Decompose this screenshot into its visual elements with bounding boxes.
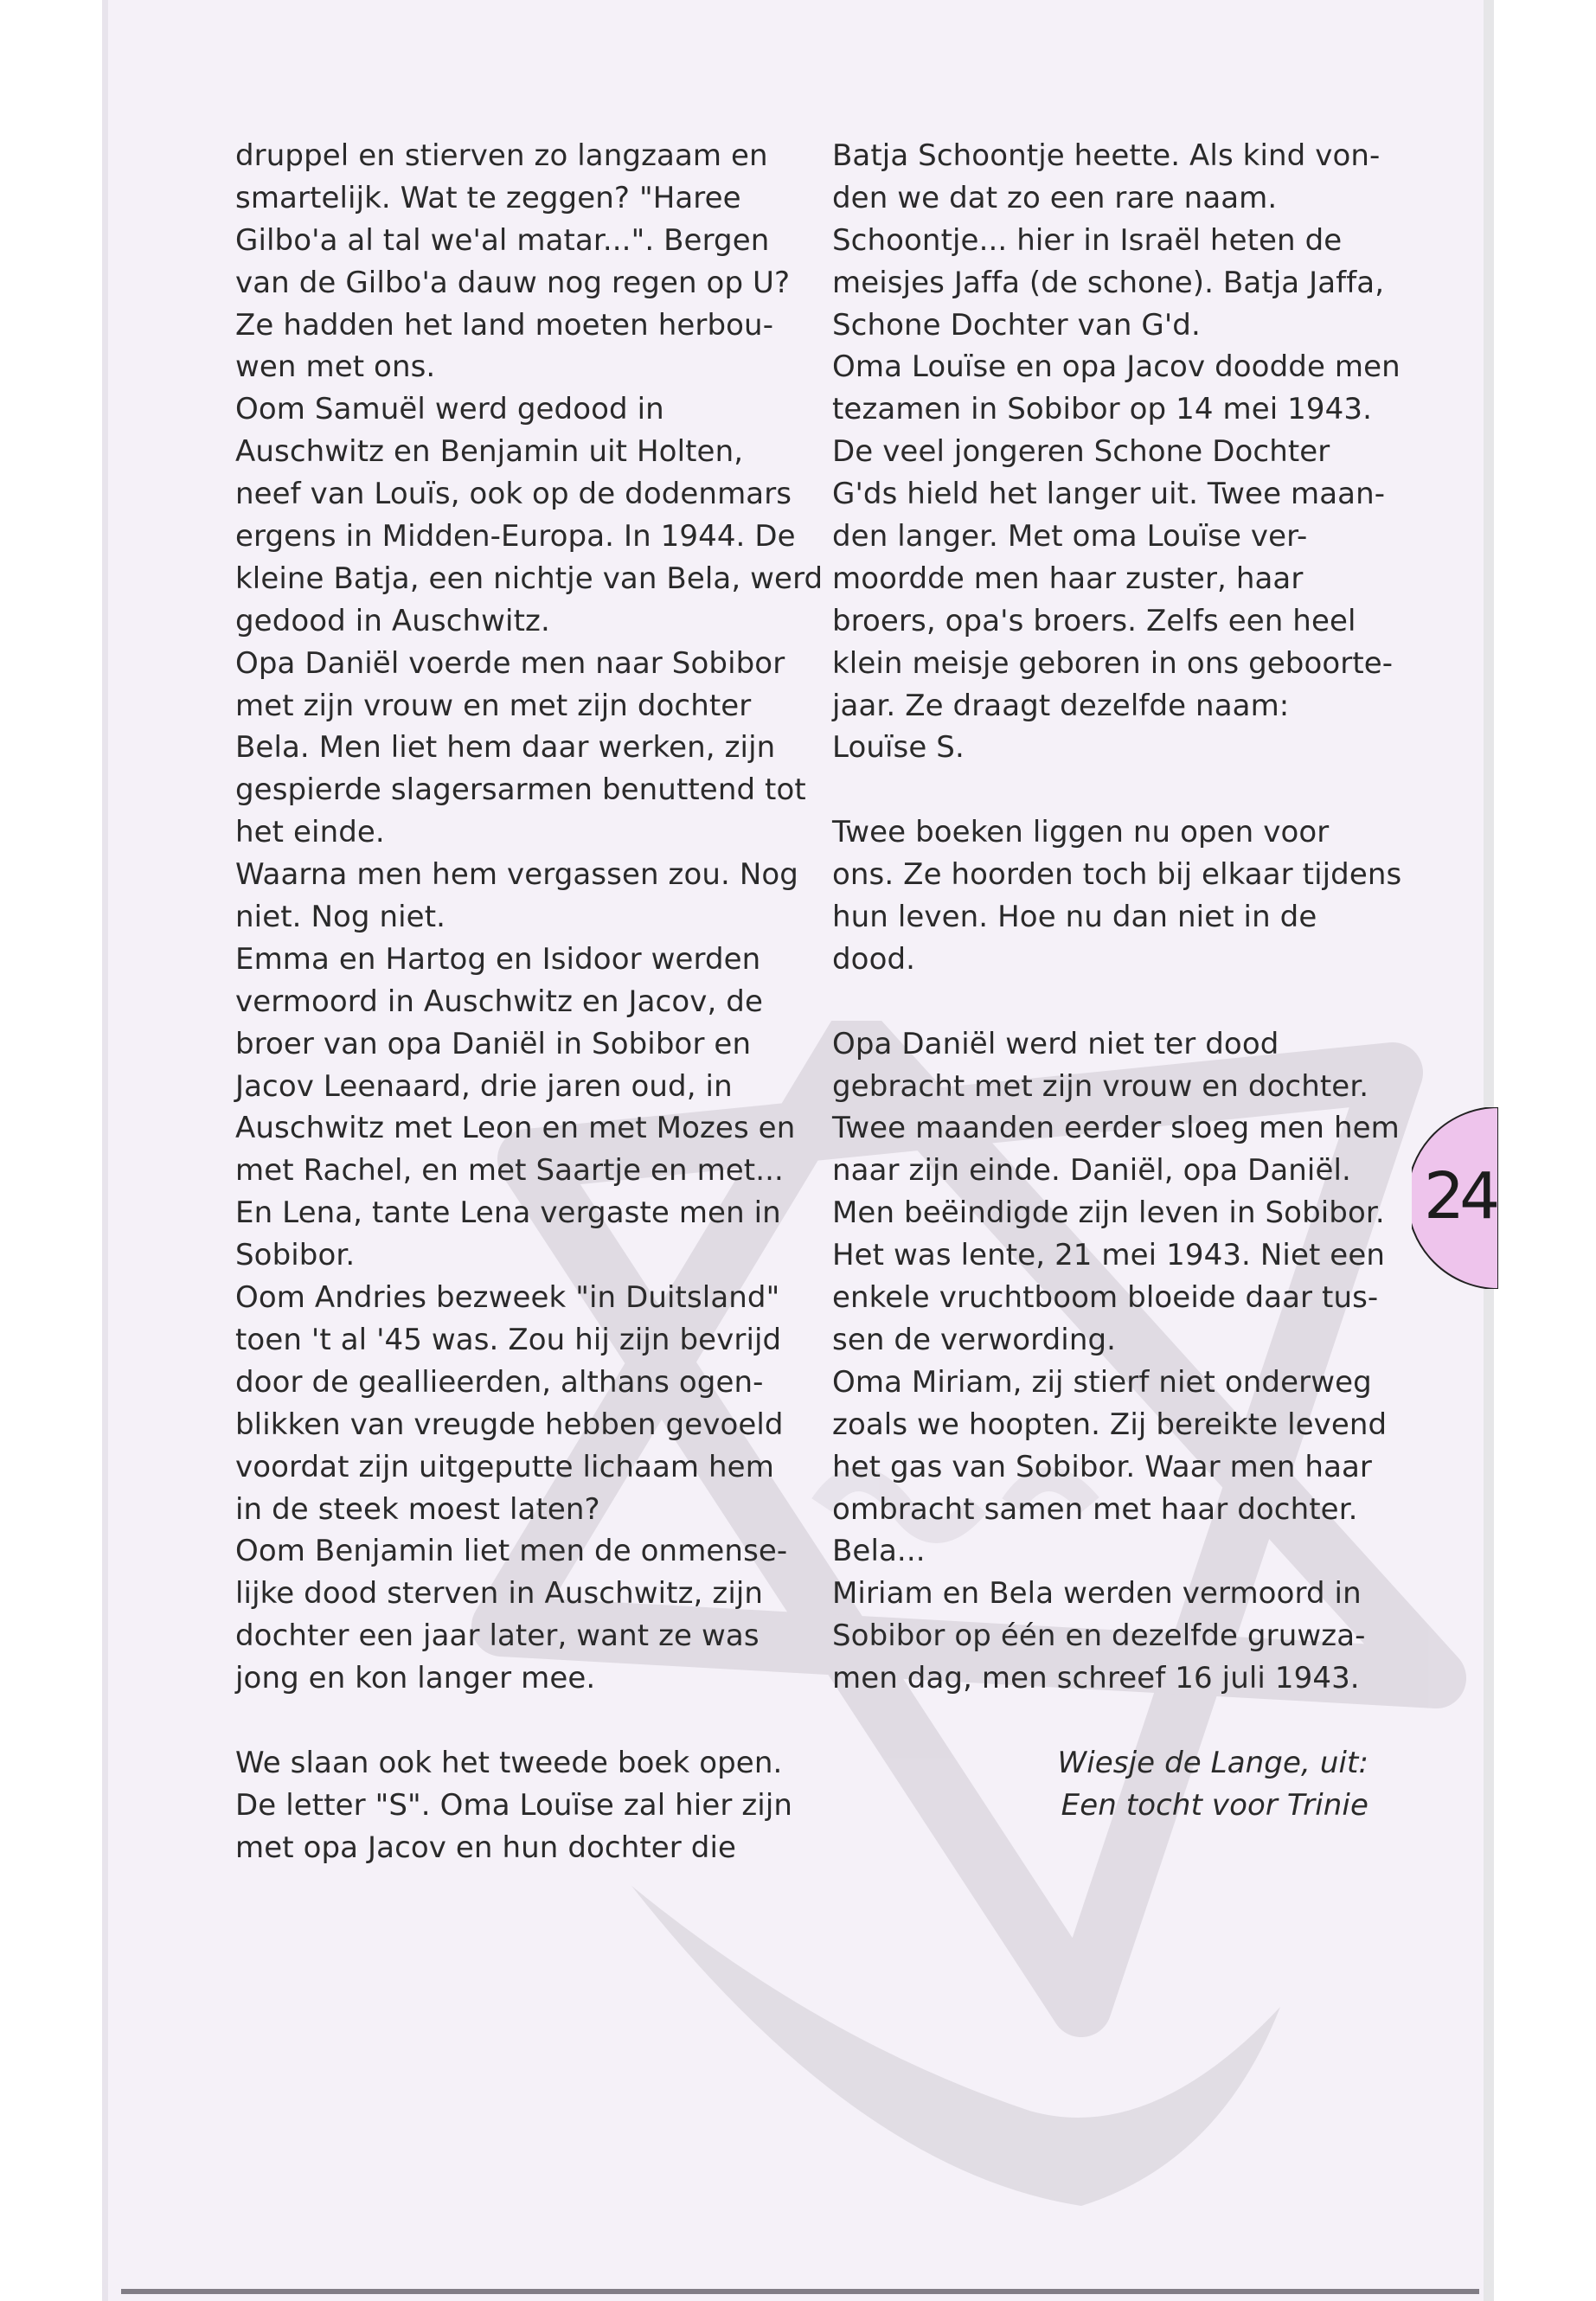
text-line: het einde. (235, 815, 385, 850)
text-line: Twee boeken liggen nu open voor (832, 815, 1330, 850)
text-line: Auschwitz en Benjamin uit Holten, (235, 434, 744, 470)
text-line: den langer. Met oma Louïse ver- (832, 519, 1308, 554)
text-line: klein meisje geboren in ons geboorte- (832, 645, 1394, 681)
text-line: dood. (832, 941, 916, 977)
text-line: Twee maanden eerder sloeg men hem (832, 1111, 1400, 1146)
text-line: Sobibor. (235, 1238, 356, 1273)
text-line: gespierde slagersarmen benuttend tot (235, 772, 806, 808)
text-line: gedood in Auschwitz. (235, 603, 550, 638)
bottom-rule (121, 2289, 1479, 2294)
text-line: zoals we hoopten. Zij bereikte levend (832, 1407, 1388, 1442)
text-line: Emma en Hartog en Isidoor werden (235, 941, 761, 977)
text-line: neef van Louïs, ook op de dodenmars (235, 477, 792, 512)
text-line: met zijn vrouw en met zijn dochter (235, 688, 752, 723)
text-line: tezamen in Sobibor op 14 mei 1943. (832, 392, 1372, 427)
text-line: jong en kon langer mee. (235, 1661, 596, 1696)
text-line: Louïse S. (832, 730, 965, 766)
text-line: Het was lente, 21 mei 1943. Niet een (832, 1238, 1385, 1273)
text-line: toen 't al '45 was. Zou hij zijn bevrijd (235, 1322, 782, 1357)
text-line: Oom Andries bezweek "in Duitsland" (235, 1280, 780, 1316)
left-column (235, 135, 824, 1869)
signature-line: Een tocht voor Trinie (1061, 1787, 1368, 1823)
text-line: met opa Jacov en hun dochter die (235, 1830, 737, 1865)
text-line: enkele vruchtboom bloeide daar tus- (832, 1280, 1379, 1316)
paragraph-gap (235, 1700, 780, 1742)
text-line: Miriam en Bela werden vermoord in (832, 1576, 1362, 1612)
text-line: hun leven. Hoe nu dan niet in de (832, 900, 1317, 935)
text-line: blikken van vreugde hebben gevoeld (235, 1407, 784, 1442)
text-line: Opa Daniël werd niet ter dood (832, 1026, 1279, 1061)
text-line: ombracht samen met haar dochter. (832, 1491, 1358, 1527)
text-line: smartelijk. Wat te zeggen? "Haree (235, 180, 741, 215)
text-line: Oom Benjamin liet men de onmense- (235, 1534, 788, 1569)
paragraph-gap (832, 769, 1386, 811)
text-line: Bela. Men liet hem daar werken, zijn (235, 730, 776, 766)
text-line: druppel en stierven zo langzaam en (235, 138, 768, 173)
text-line: men dag, men schreef 16 juli 1943. (832, 1661, 1360, 1696)
page-number: 24 (1424, 1159, 1496, 1234)
text-line: Jacov Leenaard, drie jaren oud, in (235, 1068, 733, 1104)
text-line: Gilbo'a al tal we'al matar...". Bergen (235, 222, 770, 258)
text-line: Schone Dochter van G'd. (832, 307, 1201, 343)
signature-line: Wiesje de Lange, uit: (1057, 1745, 1368, 1780)
text-line: ons. Ze hoorden toch bij elkaar tijdens (832, 857, 1402, 893)
text-line: voordat zijn uitgeputte lichaam hem (235, 1449, 774, 1484)
text-line: Auschwitz met Leon en met Mozes en (235, 1111, 796, 1146)
text-line: meisjes Jaffa (de schone). Batja Jaffa, (832, 265, 1385, 300)
text-line: ergens in Midden-Europa. In 1944. De (235, 519, 796, 554)
text-line: G'ds hield het langer uit. Twee maan- (832, 477, 1386, 512)
text-line: sen de verwording. (832, 1322, 1117, 1357)
text-line: Opa Daniël voerde men naar Sobibor (235, 645, 785, 681)
text-line: broer van opa Daniël in Sobibor en (235, 1026, 752, 1061)
text-line: Oom Samuël werd gedood in (235, 392, 664, 427)
text-line: Sobibor op één en dezelfde gruwza- (832, 1618, 1366, 1654)
right-column (832, 135, 1402, 1827)
text-line: We slaan ook het tweede boek open. (235, 1745, 783, 1780)
text-line: gebracht met zijn vrouw en dochter. (832, 1068, 1369, 1104)
text-line: Waarna men hem vergassen zou. Nog (235, 857, 798, 893)
text-line: De letter "S". Oma Louïse zal hier zijn (235, 1787, 793, 1823)
text-line: Ze hadden het land moeten herbou- (235, 307, 774, 343)
text-line: Oma Louïse en opa Jacov doodde men (832, 349, 1401, 385)
text-line: Schoontje... hier in Israël heten de (832, 222, 1343, 258)
paragraph-gap (832, 1700, 1386, 1742)
text-line: En Lena, tante Lena vergaste men in (235, 1195, 781, 1231)
text-line: moordde men haar zuster, haar (832, 561, 1304, 596)
text-line: wen met ons. (235, 349, 436, 385)
text-line: Men beëindigde zijn leven in Sobibor. (832, 1195, 1385, 1231)
text-line: niet. Nog niet. (235, 900, 446, 935)
text-line: met Rachel, en met Saartje en met... (235, 1153, 784, 1189)
text-line: van de Gilbo'a dauw nog regen op U? (235, 265, 791, 300)
text-line: dochter een jaar later, want ze was (235, 1618, 760, 1654)
text-line: naar zijn einde. Daniël, opa Daniël. (832, 1153, 1351, 1189)
text-line: door de geallieerden, althans ogen- (235, 1364, 764, 1400)
text-line: in de steek moest laten? (235, 1491, 600, 1527)
text-line: kleine Batja, een nichtje van Bela, werd (235, 561, 824, 596)
paragraph-gap (832, 981, 1386, 1023)
text-line: Oma Miriam, zij stierf niet onderweg (832, 1364, 1372, 1400)
text-line: lijke dood sterven in Auschwitz, zijn (235, 1576, 764, 1612)
text-line: broers, opa's broers. Zelfs een heel (832, 603, 1356, 638)
text-line: het gas van Sobibor. Waar men haar (832, 1449, 1373, 1484)
text-line: Batja Schoontje heette. Als kind von- (832, 138, 1381, 173)
text-line: vermoord in Auschwitz en Jacov, de (235, 984, 763, 1019)
text-line: jaar. Ze draagt dezelfde naam: (832, 688, 1290, 723)
text-line: den we dat zo een rare naam. (832, 180, 1278, 215)
text-line: De veel jongeren Schone Dochter (832, 434, 1330, 470)
text-line: Bela... (832, 1534, 926, 1569)
